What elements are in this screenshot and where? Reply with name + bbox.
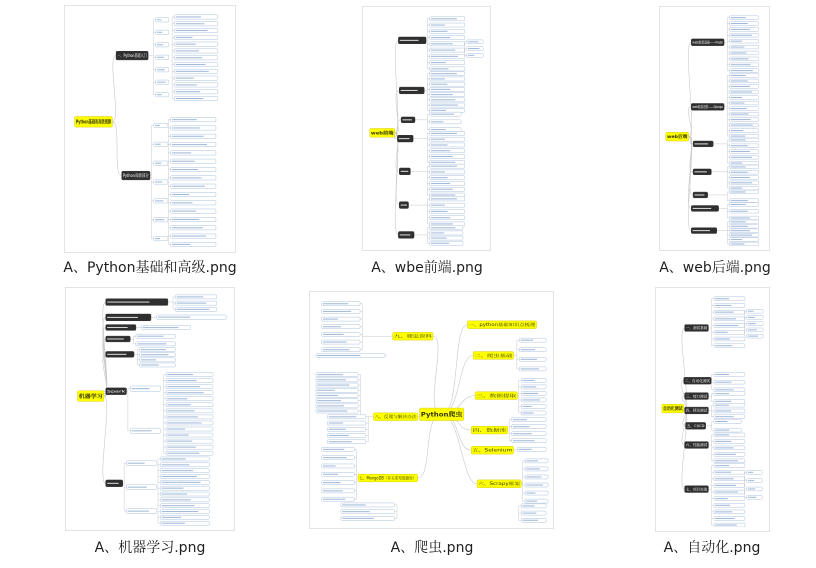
caption-spider: A、爬虫.png (390, 540, 474, 556)
caption-web-frontend: A、wbe前端.png (371, 260, 483, 276)
caption-machine-learning: A、机器学习.png (94, 540, 206, 556)
mindmap-thumbnail-web-frontend[interactable] (362, 6, 491, 251)
svg-text:四、移动测试: 四、移动测试 (685, 408, 706, 413)
mindmap-image-spider[interactable] (314, 296, 549, 524)
svg-text:一、Python基础入门: 一、Python基础入门 (117, 54, 159, 60)
svg-text:九、爬虫资料: 九、爬虫资料 (393, 333, 432, 339)
svg-text:五、CI/CD: 五、CI/CD (686, 423, 703, 429)
mindmap-thumbnail-automation[interactable] (655, 287, 770, 532)
mindmap-image-web-backend[interactable] (664, 11, 765, 246)
svg-text:Python爬虫: Python爬虫 (420, 411, 464, 419)
mindmap-image-python-basics[interactable] (69, 10, 231, 248)
svg-text:五、Selenium: 五、Selenium (472, 447, 513, 453)
mindmap-image-machine-learning[interactable] (70, 292, 230, 526)
caption-python-basics: A、Python基础和高级.png (63, 260, 237, 276)
mindmap-thumbnail-spider[interactable] (309, 291, 554, 529)
mindmap-thumbnail-web-backend[interactable] (659, 6, 770, 251)
svg-text:Python高级部分: Python高级部分 (122, 174, 156, 180)
caption-web-backend: A、web后端.png (659, 260, 771, 276)
svg-text:七、MongoDB（非关系型数据库）: 七、MongoDB（非关系型数据库） (359, 475, 417, 481)
svg-text:七、项目实战: 七、项目实战 (685, 487, 706, 492)
svg-text:一、测试基础: 一、测试基础 (685, 326, 706, 331)
mindmap-thumbnail-machine-learning[interactable] (65, 287, 235, 531)
svg-text:三、数据提取: 三、数据提取 (476, 393, 517, 399)
svg-text:一、python基础知识点梳理: 一、python基础知识点梳理 (468, 322, 536, 328)
mindmap-image-automation[interactable] (660, 292, 765, 527)
svg-text:八、反爬与解决办法: 八、反爬与解决办法 (374, 414, 417, 420)
caption-automation: A、自动化.png (663, 540, 761, 556)
mindmap-thumbnail-python-basics[interactable] (64, 5, 236, 253)
svg-text:web后端: web后端 (666, 134, 685, 140)
svg-text:web框架进阶——Django: web框架进阶——Django (692, 105, 731, 110)
svg-text:web框架基础——Flask: web框架基础——Flask (692, 40, 728, 45)
svg-text:自动化测试: 自动化测试 (662, 405, 684, 412)
svg-text:web前端: web前端 (370, 130, 389, 136)
svg-text:六、Scrapy框架: 六、Scrapy框架 (478, 481, 521, 487)
svg-text:二、爬虫基础: 二、爬虫基础 (474, 352, 513, 358)
svg-text:Spark: Spark (106, 389, 126, 394)
svg-text:二、自动化测试: 二、自动化测试 (684, 378, 709, 384)
svg-text:Python基础和高级视频: Python基础和高级视频 (75, 119, 133, 126)
svg-text:机器学习: 机器学习 (78, 393, 100, 400)
svg-text:六、性能测试: 六、性能测试 (685, 443, 706, 448)
svg-text:四、数据库: 四、数据库 (472, 427, 507, 433)
mindmap-image-web-frontend[interactable] (367, 11, 486, 246)
svg-text:三、接口测试: 三、接口测试 (685, 394, 706, 399)
